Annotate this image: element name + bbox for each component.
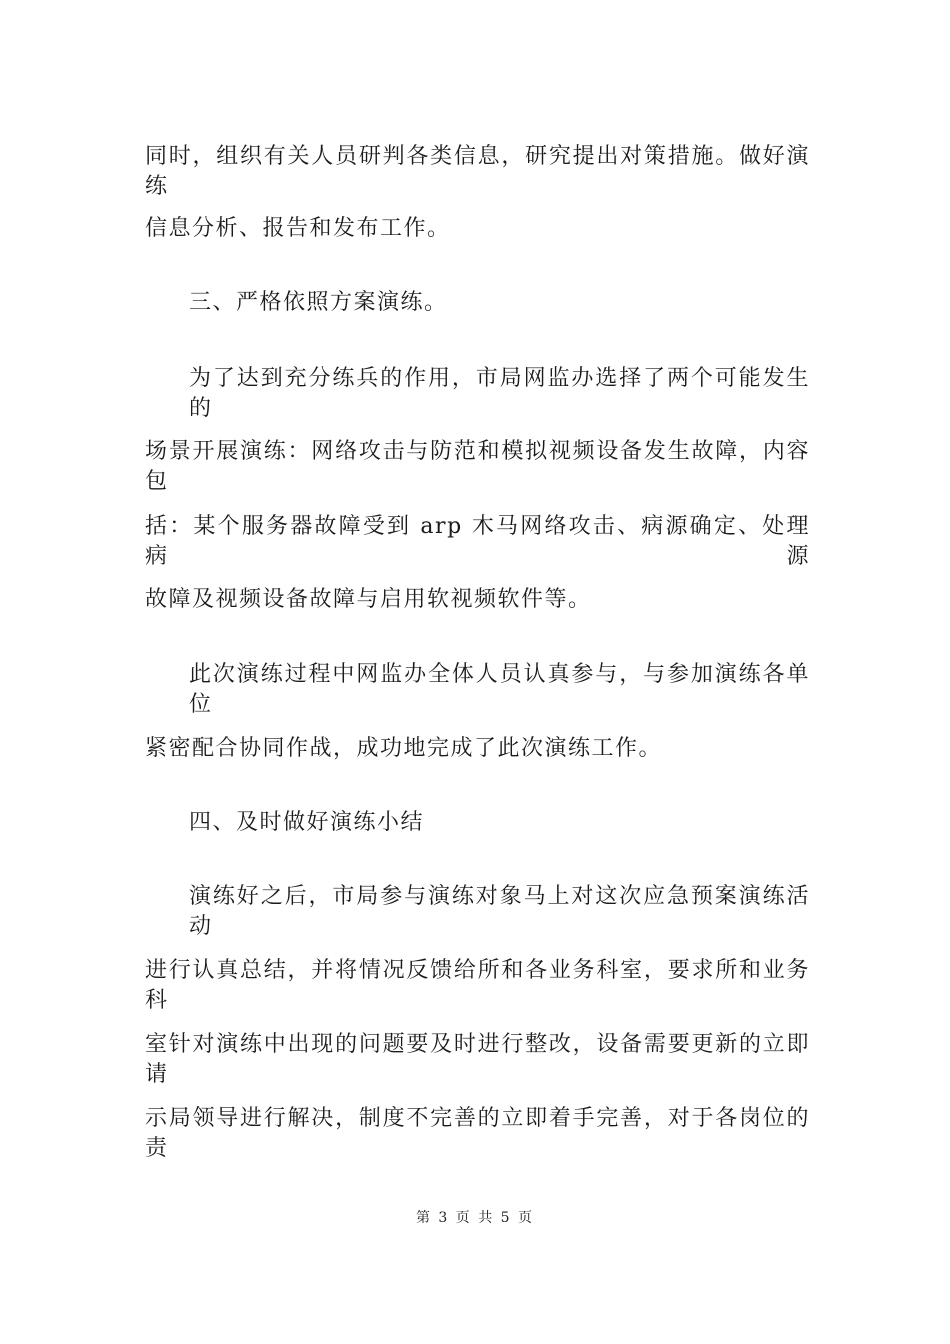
text-line-12: 进行认真总结，并将情况反馈给所和各业务科室，要求所和业务科: [145, 958, 810, 1013]
section-heading-3: 三、严格依照方案演练。: [189, 290, 448, 315]
text-line-13: 室针对演练中出现的问题要及时进行整改，设备需要更新的立即请: [145, 1032, 810, 1087]
text-line-5: 场景开展演练：网络攻击与防范和模拟视频设备发生故障，内容包: [145, 439, 810, 494]
text-line-8: 此次演练过程中网监办全体人员认真参与，与参加演练各单位: [189, 662, 810, 717]
section-heading-4: 四、及时做好演练小结: [189, 810, 425, 835]
text-line-4: 为了达到充分练兵的作用，市局网监办选择了两个可能发生的: [189, 366, 810, 421]
text-line-7: 故障及视频设备故障与启用软视频软件等。: [145, 587, 592, 612]
text-line-6: 括：某个服务器故障受到 arp 木马网络攻击、病源确定、处理病源: [145, 514, 810, 569]
text-line-2: 信息分析、报告和发布工作。: [145, 216, 451, 241]
text-line-9: 紧密配合协同作战，成功地完成了此次演练工作。: [145, 736, 663, 761]
text-line-1: 同时，组织有关人员研判各类信息，研究提出对策措施。做好演练: [145, 144, 810, 199]
page-number-footer: 第 3 页 共 5 页: [415, 1210, 535, 1226]
text-line-11: 演练好之后，市局参与演练对象马上对这次应急预案演练活动: [189, 884, 810, 939]
text-line-14: 示局领导进行解决，制度不完善的立即着手完善，对于各岗位的责: [145, 1106, 810, 1161]
